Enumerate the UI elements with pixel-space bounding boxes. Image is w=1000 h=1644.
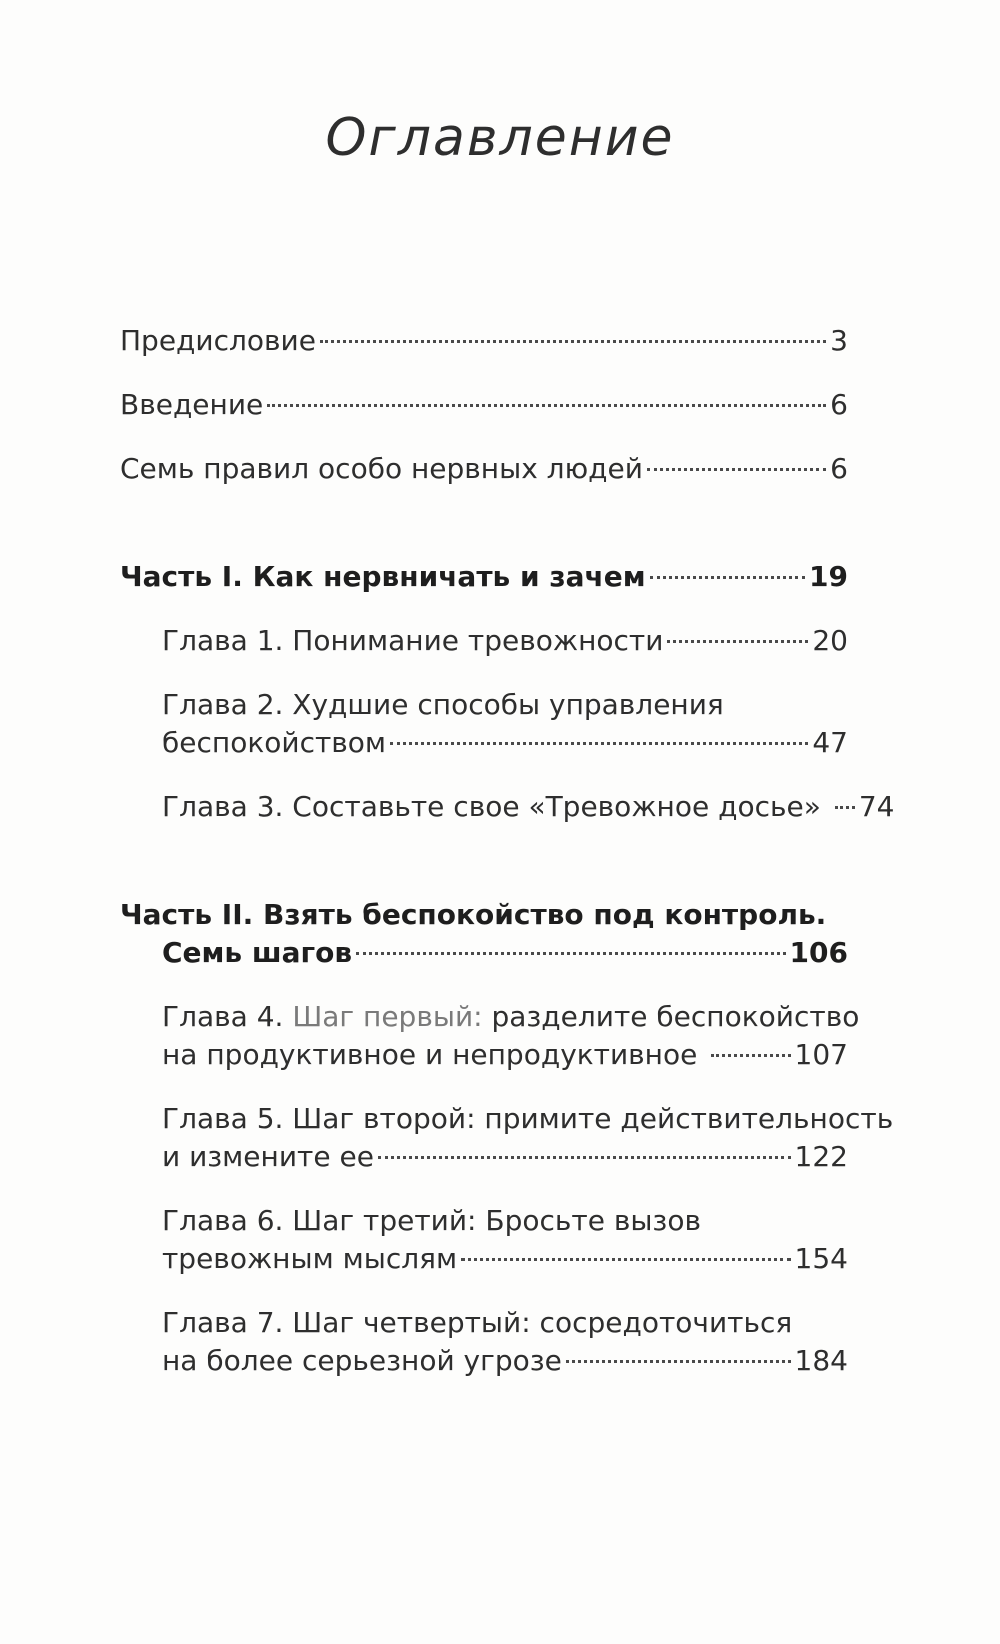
dot-leader — [378, 1156, 791, 1159]
toc-chapter-2-line1[interactable]: Глава 2. Худшие способы управления — [162, 688, 724, 721]
toc-chapter-2[interactable] — [162, 724, 848, 762]
toc-chapter-7-line1[interactable]: Глава 7. Шаг четвертый: сосредоточиться — [162, 1306, 793, 1339]
toc-chapter-4[interactable] — [162, 1036, 848, 1074]
toc-entry-rules[interactable] — [120, 450, 848, 488]
toc-chapter-5[interactable] — [162, 1138, 848, 1176]
toc-part-1[interactable] — [120, 558, 848, 596]
toc-entry-text: Семь правил особо нервных людей — [120, 452, 643, 485]
toc-entry-text: Предисловие — [120, 324, 316, 357]
toc-entry-text: на продуктивное и непродуктивное — [162, 1038, 698, 1071]
dot-leader — [711, 1054, 790, 1057]
dot-leader — [356, 952, 785, 955]
toc-page-number: 6 — [830, 388, 848, 421]
dot-leader — [320, 340, 826, 343]
toc-entry-text: на более серьезной угрозе — [162, 1344, 562, 1377]
toc-chapter-1[interactable] — [162, 622, 848, 660]
toc-chapter-5-line1[interactable]: Глава 5. Шаг второй: примите действительность — [162, 1102, 894, 1135]
toc-page-number: 19 — [809, 560, 848, 593]
toc-part-2[interactable] — [162, 934, 848, 972]
toc-page-number: 184 — [794, 1344, 848, 1377]
toc-chapter-3[interactable] — [162, 788, 895, 826]
toc-chapter-7[interactable] — [162, 1342, 848, 1380]
dot-leader — [566, 1360, 791, 1363]
dot-leader — [650, 576, 805, 579]
toc-entry-text: беспокойством — [162, 726, 387, 759]
toc-chapter-6[interactable] — [162, 1240, 848, 1278]
toc-entry-text: Часть I. Как нервничать и зачем — [120, 560, 646, 593]
toc-page-number: 47 — [812, 726, 848, 759]
toc-page-number: 154 — [794, 1242, 848, 1275]
dot-leader — [835, 806, 855, 809]
toc-entry-preface[interactable] — [120, 322, 848, 360]
chapter-4-step-label: Шаг первый: — [292, 1000, 483, 1033]
dot-leader — [667, 640, 808, 643]
toc-entry-text: Введение — [120, 388, 264, 421]
toc-page-number: 107 — [794, 1038, 848, 1071]
toc-page-number: 3 — [830, 324, 848, 357]
dot-leader — [647, 468, 826, 471]
toc-entry-text: Семь шагов — [162, 936, 353, 969]
toc-entry-text: Глава 3. Составьте свое «Тревожное досье» — [162, 790, 821, 823]
toc-page-number: 74 — [858, 790, 895, 823]
toc-entry-text: и измените ее — [162, 1140, 374, 1173]
toc-entry-intro[interactable] — [120, 386, 848, 424]
toc-chapter-4-line1[interactable] — [162, 998, 859, 1036]
dot-leader — [390, 742, 808, 745]
toc-page-number: 6 — [830, 452, 848, 485]
toc-page-number: 20 — [812, 624, 848, 657]
page-title: Оглавление — [325, 108, 675, 168]
toc-page-number: 122 — [794, 1140, 848, 1173]
chapter-4-prefix: Глава 4. — [162, 1000, 293, 1033]
dot-leader — [267, 404, 826, 407]
toc-part-2-line1[interactable]: Часть II. Взять беспокойство под контроль. — [120, 898, 827, 931]
toc-page-number: 106 — [789, 936, 848, 969]
toc-entry-text: тревожным мыслям — [162, 1242, 458, 1275]
chapter-4-rest: разделите беспокойство — [482, 1000, 860, 1033]
toc-entry-text: Глава 1. Понимание тревожности — [162, 624, 664, 657]
dot-leader — [461, 1258, 790, 1261]
toc-chapter-6-line1[interactable]: Глава 6. Шаг третий: Бросьте вызов — [162, 1204, 701, 1237]
